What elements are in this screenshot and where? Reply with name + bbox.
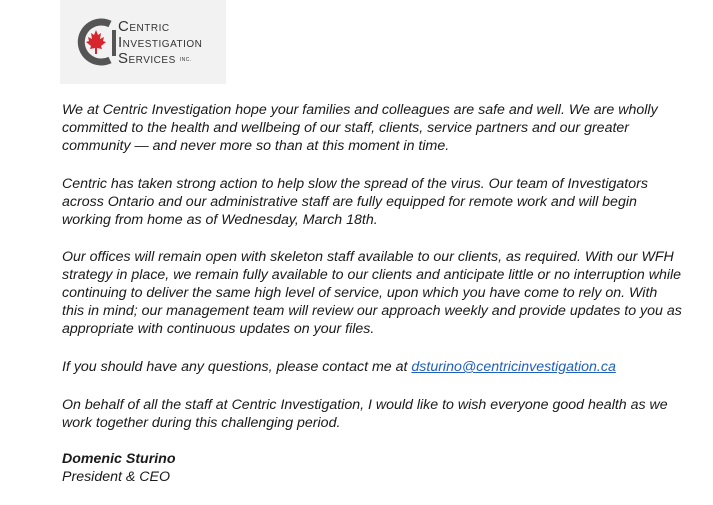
signature-title: President & CEO	[62, 469, 171, 485]
letter-paragraph-3: Our offices will remain open with skeleton staff available to our clients, as required. With our WFH strategy in place, we remain fully available to our clients and anticipate little or no interruption while continuing to deliver the same high level of service, upon which you have come to rely on. With this in mind; our management team will review our approach weekly and provide updates to you as appropriate with continuous updates on your files.	[62, 249, 682, 337]
maple-leaf-icon	[86, 30, 106, 54]
logo-line-services: SERVICES INC.	[118, 50, 192, 67]
letter-paragraph-4	[62, 358, 682, 376]
signature-name: Domenic Sturino	[62, 451, 176, 467]
logo-line-investigation: INVESTIGATION	[118, 34, 203, 51]
logo-mark	[74, 16, 118, 68]
letter-paragraph-2: Centric has taken strong action to help slow the spread of the virus. Our team of Investigators across Ontario and our administrative staff are fully equipped for remote work and will begin working from home as of Wednesday, March 18th.	[62, 176, 648, 228]
letter-paragraph-1: We at Centric Investigation hope your families and colleagues are safe and well. We are wholly committed to the health and wellbeing of our staff, clients, service partners and our greater community — and never more so than at this moment in time.	[62, 102, 658, 154]
contact-text: If you should have any questions, please contact me at	[62, 359, 412, 375]
logo-i-bar	[112, 30, 116, 56]
logo-wordmark	[118, 20, 202, 68]
email-link[interactable]: dsturino@centricinvestigation.ca	[411, 359, 616, 375]
logo-line-centric: CENTRIC	[118, 18, 170, 35]
letter-paragraph-5: On behalf of all the staff at Centric Investigation, I would like to wish everyone good health as we work together during this challenging period.	[62, 397, 668, 431]
company-logo	[60, 0, 226, 84]
